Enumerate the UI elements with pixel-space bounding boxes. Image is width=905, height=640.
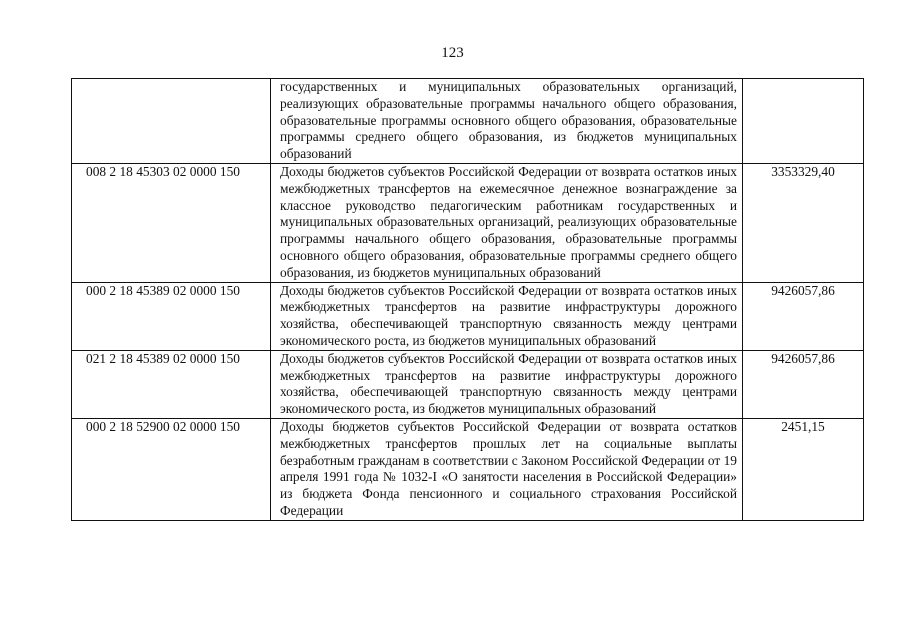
table-row	[72, 282, 864, 350]
table-row	[72, 418, 864, 520]
table-row	[72, 350, 864, 418]
revenue-description-cell: Доходы бюджетов субъектов Российской Федерации от возврата остатков иных межбюджетных трансфертов на развитие инфраструктуры дорожного хозяйства, обеспечивающей транспортную связанность между центрами экономического роста, из бюджетов муниципальных образований	[271, 282, 743, 350]
table-row	[72, 79, 864, 164]
budget-code-cell: 000 2 18 52900 02 0000 150	[72, 418, 271, 520]
budget-code-cell: 021 2 18 45389 02 0000 150	[72, 350, 271, 418]
revenue-description-cell: Доходы бюджетов субъектов Российской Федерации от возврата остатков межбюджетных трансфертов прошлых лет на социальные выплаты безработным гражданам в соответствии с Законом Российской Федерации от 19 апреля 1991 года № 1032-I «О занятости населения в Российской Федерации» из бюджета Фонда пенсионного и социального страхования Российской Федерации	[271, 418, 743, 520]
budget-code-cell: 000 2 18 45389 02 0000 150	[72, 282, 271, 350]
amount-cell: 3353329,40	[743, 163, 864, 282]
amount-cell	[743, 79, 864, 164]
amount-cell: 9426057,86	[743, 282, 864, 350]
amount-cell: 9426057,86	[743, 350, 864, 418]
budget-code-cell	[72, 79, 271, 164]
budget-revenue-table	[71, 78, 864, 521]
page-number: 123	[441, 45, 464, 61]
revenue-description-cell: Доходы бюджетов субъектов Российской Федерации от возврата остатков иных межбюджетных трансфертов на развитие инфраструктуры дорожного хозяйства, обеспечивающей транспортную связанность между центрами экономического роста, из бюджетов муниципальных образований	[271, 350, 743, 418]
amount-cell: 2451,15	[743, 418, 864, 520]
revenue-description-cell: государственных и муниципальных образовательных организаций, реализующих образовательные программы начального общего образования, образовательные программы основного общего образования, образовательные программы среднего общего образования, из бюджетов муниципальных образований	[271, 79, 743, 164]
table-row	[72, 163, 864, 282]
revenue-description-cell: Доходы бюджетов субъектов Российской Федерации от возврата остатков иных межбюджетных трансфертов на ежемесячное денежное вознаграждение за классное руководство педагогическим работникам государственных и муниципальных образовательных организаций, реализующих образовательные программы начального общего образования, образовательные программы основного общего образования, образовательные программы среднего общего образования, из бюджетов муниципальных образований	[271, 163, 743, 282]
budget-code-cell: 008 2 18 45303 02 0000 150	[72, 163, 271, 282]
